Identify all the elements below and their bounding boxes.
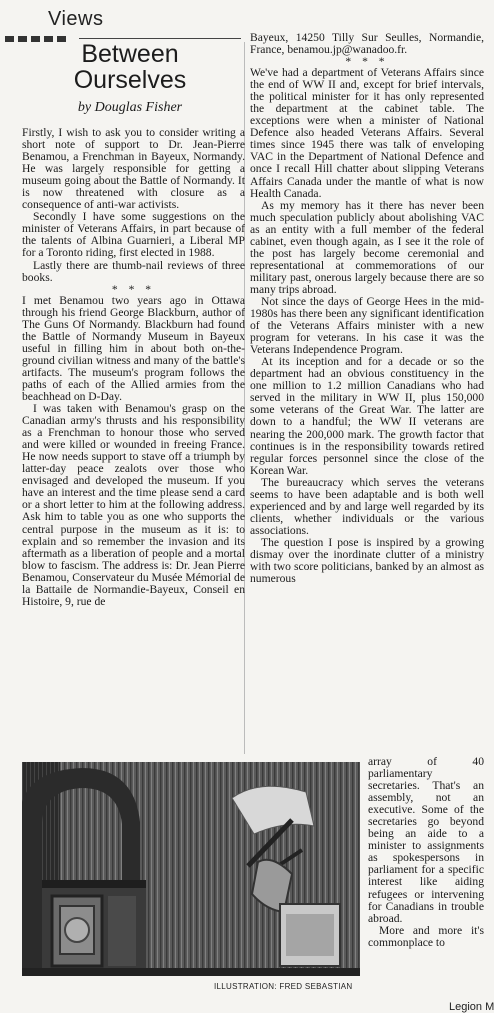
article-paragraph: More and more it's commonplace to (368, 923, 484, 949)
article-paragraph: Not since the days of George Hees in the mid-1980s has there been any significant identification of the Veterans Affairs minister with a new program for veterans. In his case it was the Veterans Independence Program. (250, 294, 484, 357)
illustration (22, 762, 360, 976)
article-title-line-1: Between (81, 40, 179, 68)
article-paragraph: The question I pose is inspired by a growing dismay over the inordinate clutter of a ministry with two score politicians, banked by an almost as numerous (250, 535, 484, 586)
article-column-narrow (368, 756, 484, 949)
section-separator: * * * (345, 55, 389, 69)
article-paragraph: We've had a department of Veterans Affairs since the end of WW II and, except for brief intervals, the political minister for it has only represented the department at the cabinet table. The exceptions were when a minister of National Defence also headed Veterans Affairs. Several times since 1945 there was talk of enveloping VAC in the Department of National Defence and once I recall Hill chatter about slipping Veterans Affairs Canada under the mantle of what is now Health Canada. (250, 66, 484, 200)
section-rule-line (79, 38, 241, 39)
article-title-line-2: Ourselves (73, 66, 187, 94)
article-paragraph: array of 40 parliamentary secretaries. That's an assembly, not an executive. Some of the secretaries go beyond being an aide to a minister to assignments as spokespersons in parliament for a specific interest like aiding refugees or intervening for Canadians in trouble abroad. (368, 755, 484, 925)
article-paragraph: Secondly I have some suggestions on the minister of Veterans Affairs, in part because of the talents of Albina Guarnieri, a Liberal MP for a Toronto riding, first elected in 1988. (22, 210, 245, 260)
article-paragraph: Lastly there are thumb-nail reviews of three books. (22, 258, 245, 284)
section-label: Views (48, 8, 104, 30)
article-byline: by Douglas Fisher (77, 100, 183, 115)
article-paragraph: I was taken with Benamou's grasp on the Canadian army's thrusts and his responsibility as a Frenchman to honour those who served and were killed or wounded in freeing France. He now needs support to stave off a triumph by latter-day peace zealots over those who envisaged and developed the museum. If you have an interest and the time please send a card or a short letter to him at the following address. Ask him to table you as one who supports the central purpose in the museum as it is: to explain and so remember the invasion and its aftermath as a liberation of people and a mortal blow to fascism. The address is: Dr. Jean Pierre Benamou, Conservateur du Musée Mémorial de la Battaile de Normandie-Bayeux, Conseil en Histoire, 9, rue de (22, 402, 245, 608)
article-column-right (250, 32, 484, 585)
article-paragraph: I met Benamou two years ago in Ottawa through his friend George Blackburn, author of The Guns Of Normandy. Blackburn had found the Battle of Normandy Museum in Bayeux useful in filling him in about both on-the-ground civilian witness and many of the battle's artifacts. The museum's program follows the paths of each of the Allied armies from the beachhead on D-Day. (22, 293, 245, 403)
illustration-credit: ILLUSTRATION: FRED SEBASTIAN (214, 982, 353, 991)
article-paragraph: As my memory has it there has never been much speculation publicly about abolishing VAC as an entity with a full member of the federal cabinet, even though again, as I see it the role of the post has largely become ceremonial and representational at commemorations of our military past, onerous largely because there are so many trips abroad. (250, 198, 484, 296)
article-title (22, 41, 238, 93)
article-paragraph: At its inception and for a decade or so the department had an obvious constituency in the one million to 1.2 million Canadians who had served in the military in WW II, plus 150,000 some veterans of the Great War. The latter are down to a handful; the WW II veterans are nearing the 200,000 mark. The growth factor that continues is in the responsibility towards retired regular forces personnel since the close of the Korean War. (250, 355, 484, 477)
article-paragraph: Bayeux, 14250 Tilly Sur Seulles, Normandie, France, benamou.jp@wanadoo.fr. (250, 31, 484, 57)
article-column-left (22, 127, 245, 608)
illustration-artwork (22, 762, 360, 976)
article-paragraph: The bureaucracy which serves the veterans seems to have been adaptable and is both well experienced and by and large well regarded by its clients, whether individuals or the various associations. (250, 475, 484, 537)
article-paragraph: Firstly, I wish to ask you to consider writing a short note of support to Dr. Jean-Pierre Benamou, a Frenchman in Bayeux, Normandy. He was largely responsible for getting a museum going about the Battle of Normandy. It is now threatened with closure as a consequence of anti-war activists. (22, 126, 245, 212)
page-footer: Legion M (449, 1001, 494, 1013)
section-separator: * * * (111, 282, 156, 296)
